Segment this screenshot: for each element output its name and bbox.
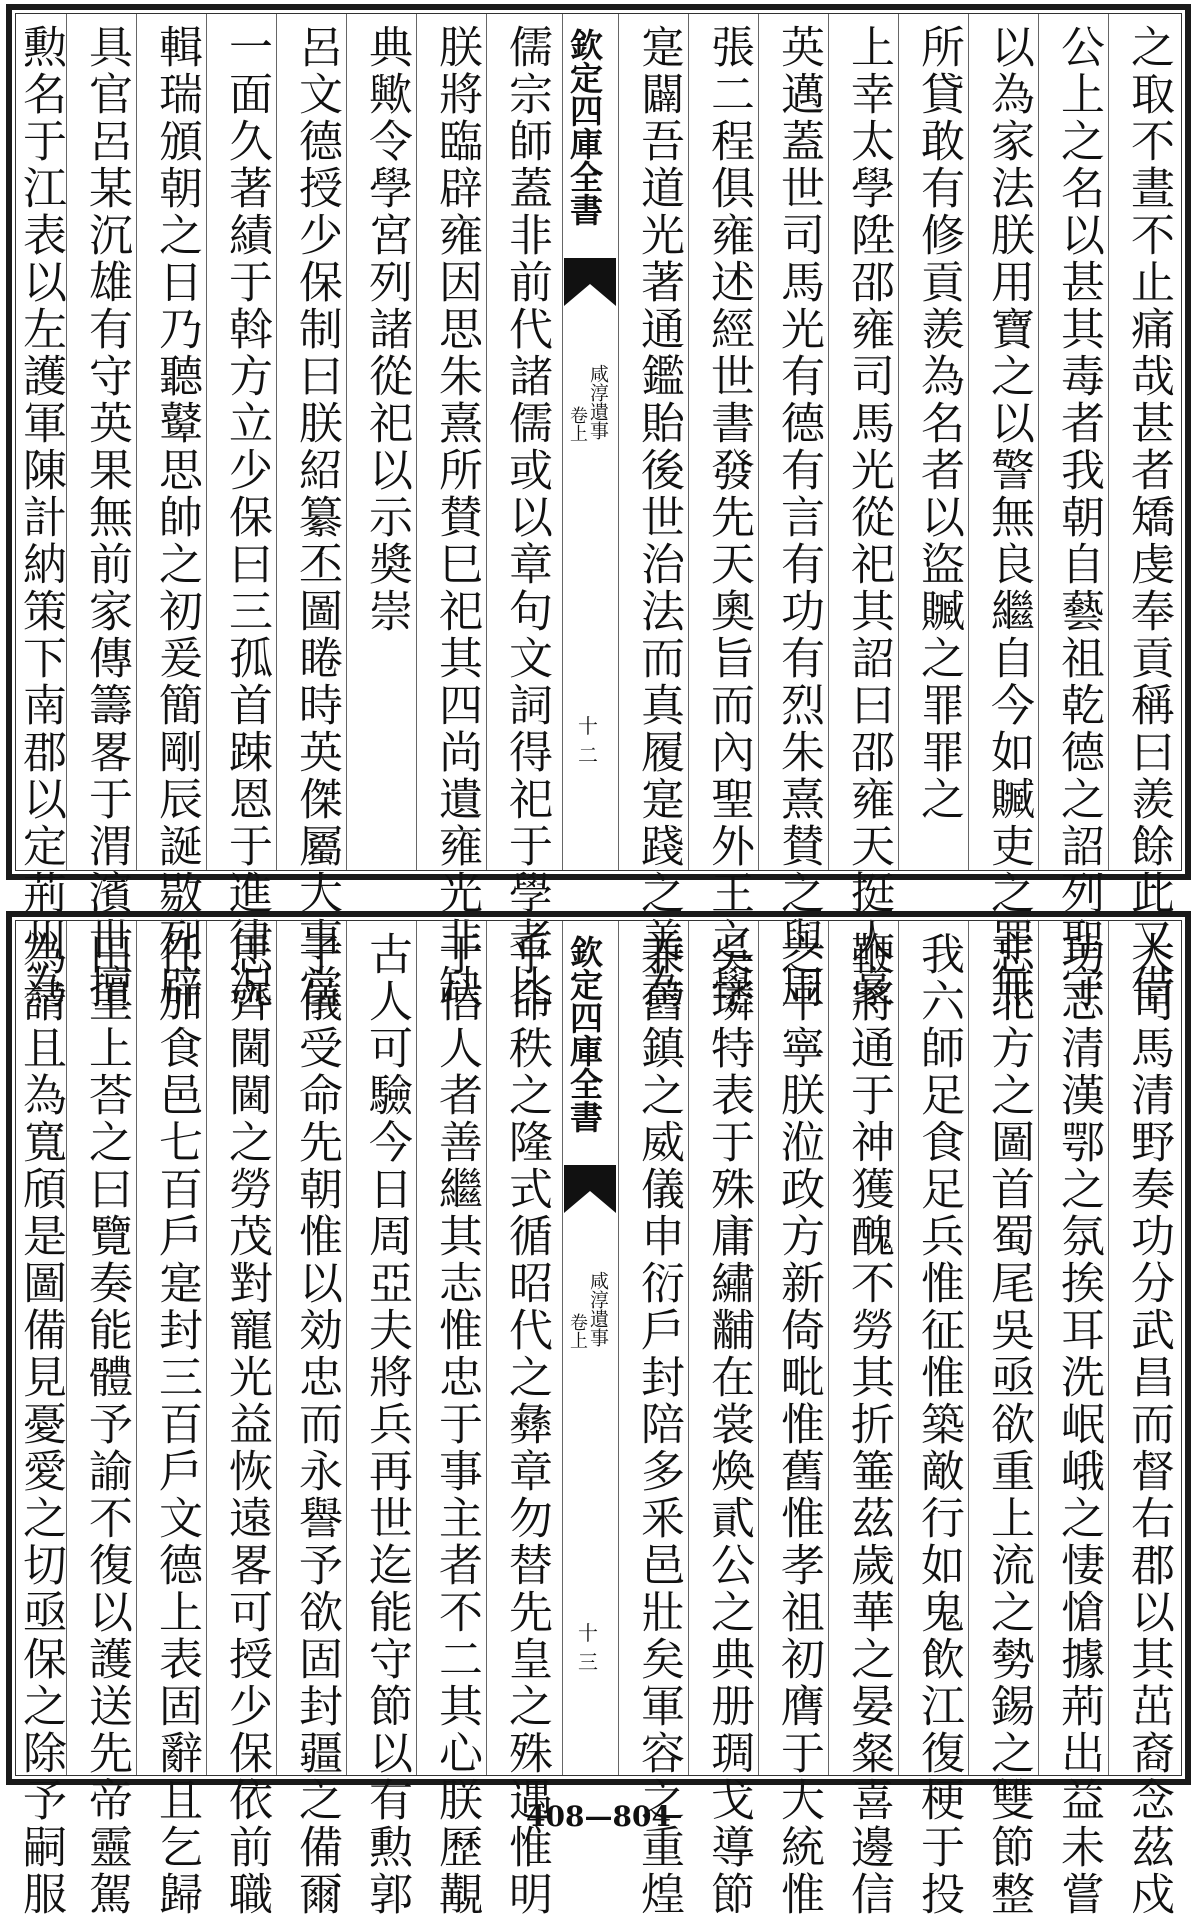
center-fold	[564, 14, 616, 870]
column-rule	[276, 921, 277, 1775]
column-rule	[562, 14, 563, 870]
column-rule	[898, 921, 899, 1775]
column-rule	[618, 921, 619, 1775]
text-column: 之取不晝不止痛哉甚者矯虔奉貢稱曰羨餘此又借	[1123, 24, 1174, 1011]
text-column: 乎命秩之隆式循昭代之彝章勿替先皇之殊遇惟明	[501, 931, 552, 1918]
text-column: 輯瑞頒朝之日乃聽鼙思帥之初爰簡剛辰誕敭列辟	[151, 24, 202, 1011]
text-column: 以為家法朕用寶之以警無良繼自今如贓吏之罪無	[983, 24, 1034, 1011]
column-rule	[486, 921, 487, 1775]
text-column: 具官呂某沉雄有守英果無前家傳籌畧于渭濱世擅	[81, 24, 132, 1011]
column-rule	[66, 921, 67, 1775]
text-column: 朕將臨辟雍因思朱熹所賛巳祀其四尚遺雍光非缺	[431, 24, 482, 1011]
top-inner-frame	[15, 13, 1182, 1011]
volume-label: 卷上	[567, 1313, 588, 1349]
text-column: 鞭將通于神獲醜不勞其折箠茲歲華之晏粲喜邊信	[843, 931, 894, 1918]
column-rule	[898, 14, 899, 870]
fishtail-mark-icon	[564, 1165, 616, 1213]
text-column: 吳璘特表于殊庸繡黼在裳煥貳公之典册琱戈導節	[703, 931, 754, 1918]
text-column: 張二程俱雍述經世書發先天奧旨而內聖外王之學	[703, 24, 754, 1011]
folio-number: 十三	[578, 1621, 598, 1674]
center-fold	[564, 921, 616, 1775]
column-rule	[968, 14, 969, 870]
text-column: 之平寧朕涖政方新倚毗惟舊惟孝祖初膺于大統惟	[773, 931, 824, 1918]
column-rule	[1038, 14, 1039, 870]
text-column: 兼舊鎮之威儀申衍戶封陪多釆邑壯矣軍容之重煌	[633, 931, 684, 1918]
text-column: 古人可驗今日周亞夫將兵再世迄能守節以有勲郭	[361, 931, 412, 1918]
column-rule	[416, 14, 417, 870]
text-column: 功志清漢鄂之氛挨耳洗岷峨之悽愴據荊出益未嘗	[1053, 931, 1104, 1918]
top-half-page	[6, 4, 1191, 1011]
text-column: 我六師足食足兵惟征惟築敵行如鬼飲江復梗于投	[913, 931, 964, 1918]
folio-number: 十二	[578, 714, 598, 767]
column-rule	[828, 921, 829, 1775]
column-rule	[1108, 14, 1109, 870]
column-rule	[562, 921, 563, 1775]
text-column: 子儀受命先朝惟以効忠而永譽予欲固封疆之備爾	[291, 931, 342, 1918]
column-rule	[346, 14, 347, 870]
column-rule	[1108, 921, 1109, 1775]
column-rule	[276, 14, 277, 870]
column-rule	[828, 14, 829, 870]
text-column: 上幸太學陞邵雍司馬光從祀其詔曰邵雍天挺人豪	[843, 24, 894, 1011]
column-rule	[206, 14, 207, 870]
text-column: 所貸敢有修貢羨為名者以盜贓之罪罪之	[913, 24, 964, 823]
page-number: 408—804	[526, 1800, 671, 1833]
text-column: 寔闢吾道光著通鑑貽後世治法而真履寔踐之美為	[633, 24, 684, 1011]
text-column: 英邁蓋世司馬光有德有言有功有烈朱熹賛之與周	[773, 24, 824, 1011]
library-title: 欽定四庫全書	[565, 935, 604, 1133]
text-column: 為請且為寬頎是圖備見憂愛之切亟保之除予嗣服	[15, 931, 66, 1918]
column-rule	[688, 921, 689, 1775]
column-rule	[206, 921, 207, 1775]
column-rule	[66, 14, 67, 870]
column-rule	[758, 921, 759, 1775]
text-column: 儒宗師蓋非前代諸儒或以章句文詞得祀于學者比	[501, 24, 552, 1011]
text-column: 思齊閫閫之勞茂對寵光益恢遠畧可授少保依前職	[221, 931, 272, 1918]
text-column: 于信人者善繼其志惟忠于事主者不二其心朕歷覯	[431, 931, 482, 1918]
column-rule	[758, 14, 759, 870]
text-column: 田里上荅之曰覽奏能體予諭不復以護送先帝靈駕	[81, 931, 132, 1918]
column-rule	[968, 921, 969, 1775]
text-column: 呂文德授少保制曰朕紹纂丕圖睠時英傑屬大事當	[291, 24, 342, 1011]
column-rule	[486, 14, 487, 870]
library-title: 欽定四庫全書	[565, 28, 604, 226]
text-column: 典歟令學宮列諸從祀以示奬崇	[361, 24, 412, 635]
book-title: 咸淳遺事	[587, 364, 609, 440]
text-column: 忘北方之圖首蜀尾吳亟欲重上流之勢錫之雙節整	[983, 931, 1034, 1918]
text-column: 大司馬清野奏功分武昌而督右郡以其茁裔念茲戍	[1123, 931, 1174, 1918]
column-rule	[136, 921, 137, 1775]
text-column: 勲名于江表以左護軍陳計納策下南郡以定荊州為	[15, 24, 66, 1011]
volume-label: 卷上	[567, 406, 588, 442]
column-rule	[346, 921, 347, 1775]
text-column: 公上之名以甚其毒者我朝自藝祖乾德之詔列聖守	[1053, 24, 1104, 1011]
fishtail-mark-icon	[564, 258, 616, 306]
text-column: 任加食邑七百戶寔封三百戶文德上表固辭且乞歸	[151, 931, 202, 1918]
column-rule	[1038, 921, 1039, 1775]
column-rule	[618, 14, 619, 870]
column-rule	[416, 921, 417, 1775]
book-title: 咸淳遺事	[587, 1271, 609, 1347]
column-rule	[136, 14, 137, 870]
text-column: 一面久著績于斡方立少保曰三孤首踈恩于進律况	[221, 24, 272, 1011]
column-rule	[688, 14, 689, 870]
